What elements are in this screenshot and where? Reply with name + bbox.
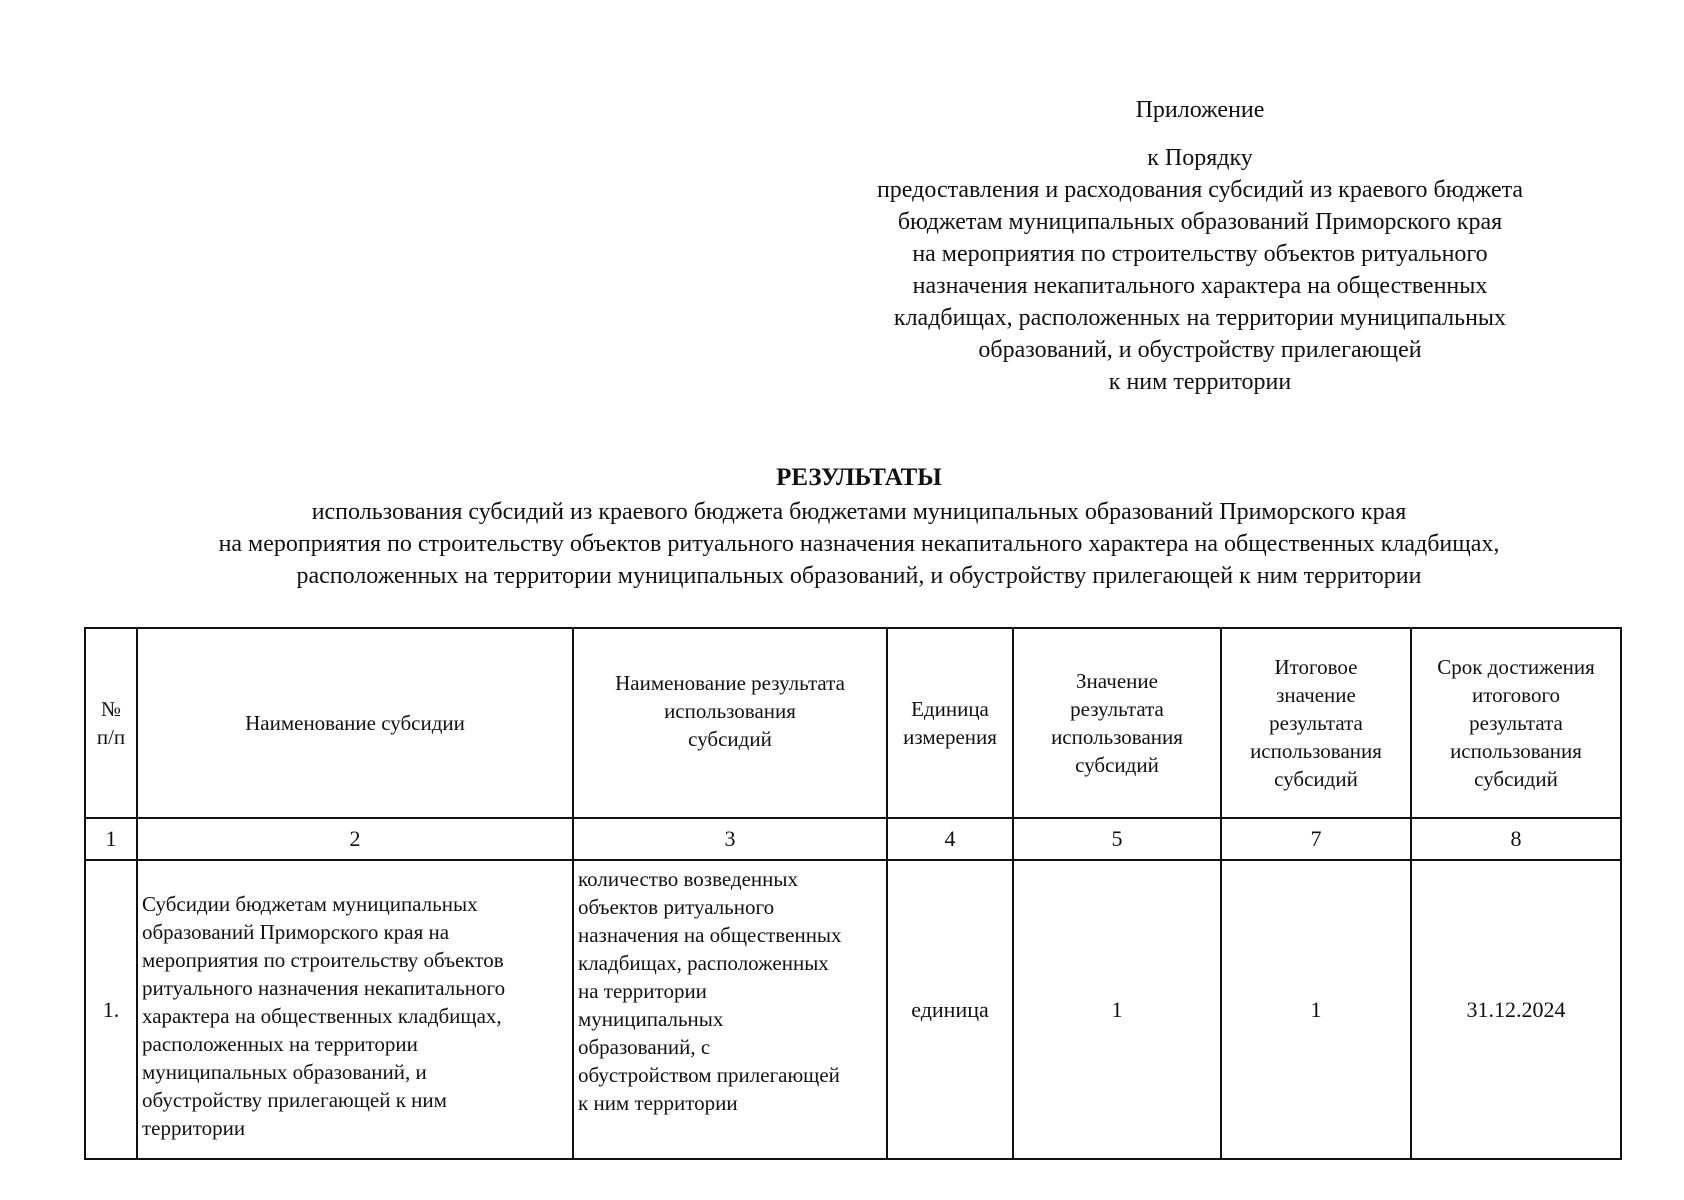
header-text: использования [1250,739,1382,763]
header-text: Значение [1076,669,1158,693]
header-value [1013,628,1221,818]
header-result-name [573,628,887,818]
header-text: результата [1469,711,1563,735]
header-text: Единица [911,697,989,721]
cell-text: обустройством прилегающей [578,1063,840,1087]
cell-text: образований Приморского края на [142,919,450,944]
appendix-line: образований, и обустройству прилегающей [978,337,1422,363]
header-text: использования [1450,739,1582,763]
cell-text: к ним территории [578,1091,738,1115]
appendix-block [800,94,1600,398]
appendix-line: предоставления и расходования субсидий из краевого бюджета [876,177,1524,203]
cell-text: объектов ритуального [578,895,775,919]
header-text: субсидий [688,727,772,751]
appendix-title: Приложение [1135,97,1265,123]
header-subsidy-name [137,628,573,818]
appendix-line: на мероприятия по строительству объектов ритуального [912,241,1488,267]
header-text: Срок достижения [1437,655,1595,679]
row-num: 1. [85,860,137,1159]
cell-text: назначения на общественных [578,923,842,947]
appendix-line: к Порядку [1147,145,1253,171]
cell-text: на территории [578,979,707,1003]
appendix-line: кладбищах, расположенных на территории муниципальных [893,305,1507,331]
header-text: п/п [96,725,126,749]
cell-text: Субсидии бюджетам муниципальных [142,891,478,916]
table-header-row [85,628,1621,818]
cell-text: образований, с [578,1035,711,1059]
column-number-row [85,818,1621,860]
value-cell: 1 [1013,860,1221,1159]
header-text: № [100,697,122,721]
cell-text: ритуального назначения некапитального [142,975,506,1000]
cell-text: муниципальных образований, и [142,1059,427,1084]
appendix-line: к ним территории [1108,369,1292,395]
table-row [85,860,1621,1159]
column-number: 2 [137,818,573,860]
document-heading: РЕЗУЛЬТАТЫ [776,464,942,491]
header-text: субсидий [1075,753,1159,777]
cell-text: территории [142,1115,246,1140]
cell-text: кладбищах, расположенных [578,951,829,975]
header-text: Наименование результата [615,671,845,695]
header-deadline [1411,628,1621,818]
header-unit [887,628,1013,818]
column-number: 1 [85,818,137,860]
cell-text: характера на общественных кладбищах, [142,1003,502,1028]
cell-text: муниципальных [578,1007,724,1031]
column-number: 7 [1221,818,1411,860]
header-num [85,628,137,818]
header-text: субсидий [1474,767,1558,791]
header-text: использования [1051,725,1183,749]
final-value-cell: 1 [1221,860,1411,1159]
subheading-line: расположенных на территории муниципальных образований, и обустройству прилегающей к ним территории [296,563,1422,589]
header-final-value [1221,628,1411,818]
column-number: 4 [887,818,1013,860]
column-number: 3 [573,818,887,860]
appendix-line: бюджетам муниципальных образований Приморского края [897,209,1503,235]
header-text: Наименование субсидии [245,711,465,735]
results-table [84,627,1622,1160]
deadline-cell: 31.12.2024 [1411,860,1621,1159]
column-number: 8 [1411,818,1621,860]
appendix-line: назначения некапитального характера на общественных [912,273,1488,299]
header-text: итогового [1471,683,1561,707]
subheading-line: использования субсидий из краевого бюджета бюджетами муниципальных образований Приморского края [311,499,1407,525]
header-text: результата [1269,711,1363,735]
cell-text: количество возведенных [578,867,798,891]
cell-text: обустройству прилегающей к ним [142,1087,447,1112]
column-number: 5 [1013,818,1221,860]
header-text: результата [1070,697,1164,721]
header-text: субсидий [1274,767,1358,791]
header-text: использования [664,699,796,723]
result-name-cell [573,860,887,1159]
header-text: измерения [903,725,997,749]
document-subheading [0,496,1684,592]
cell-text: мероприятия по строительству объектов [142,947,504,972]
unit-cell: единица [887,860,1013,1159]
subsidy-name-cell [137,860,573,1159]
header-text: Итоговое [1274,655,1358,679]
cell-text: расположенных на территории [142,1031,418,1056]
header-text: значение [1276,683,1356,707]
subheading-line: на мероприятия по строительству объектов ритуального назначения некапитального характера на общественных кладбищах, [218,531,1500,557]
